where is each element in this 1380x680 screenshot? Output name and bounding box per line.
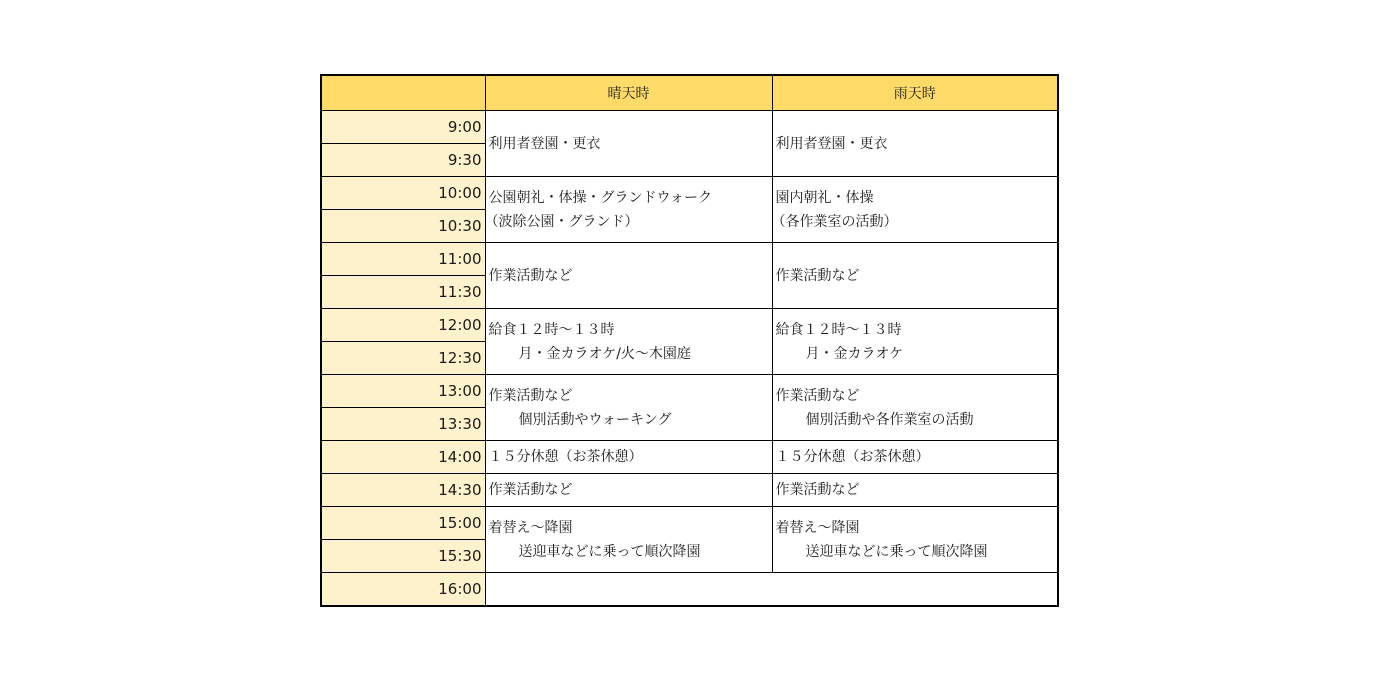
- activity-line: 作業活動など: [775, 387, 860, 404]
- rainy-activity: [772, 507, 1058, 573]
- activity-line: 利用者登園・更衣: [488, 135, 601, 152]
- activity-detail: 送迎車などに乗って順次降園: [805, 543, 988, 560]
- activity-detail: （各作業室の活動）: [771, 213, 898, 230]
- sunny-activity: [485, 309, 772, 375]
- activity-line: 作業活動など: [488, 267, 573, 284]
- time-cell: 10:00: [321, 177, 485, 210]
- table-row: [321, 111, 1058, 144]
- activity-line: １５分休憩（お茶休憩）: [488, 449, 643, 465]
- rainy-activity: [772, 243, 1058, 309]
- sunny-activity: [485, 111, 772, 177]
- activity-detail: 送迎車などに乗って順次降園: [518, 543, 701, 560]
- time-cell: 16:00: [321, 573, 485, 606]
- table-row: [321, 441, 1058, 474]
- activity-detail: 月・金カラオケ: [805, 345, 904, 362]
- activity-detail: 月・金カラオケ/火～木園庭: [518, 345, 691, 362]
- rainy-activity: [772, 309, 1058, 375]
- header-rainy: 雨天時: [772, 75, 1058, 111]
- table-row: [321, 474, 1058, 507]
- sunny-activity: [485, 441, 772, 474]
- sunny-activity: [485, 507, 772, 573]
- time-cell: 13:30: [321, 408, 485, 441]
- activity-line: 着替え～降園: [488, 519, 573, 536]
- table-row: [321, 573, 1058, 606]
- time-cell: 11:00: [321, 243, 485, 276]
- header-sunny: 晴天時: [485, 75, 772, 111]
- table-row: [321, 243, 1058, 276]
- rainy-activity: [772, 474, 1058, 507]
- sunny-activity: [485, 243, 772, 309]
- activity-line: 作業活動など: [775, 482, 860, 498]
- time-cell: 12:00: [321, 309, 485, 342]
- activity-line: 給食１２時～１３時: [775, 321, 902, 338]
- activity-line: 公園朝礼・体操・グランドウォーク: [488, 189, 712, 206]
- time-cell: 13:00: [321, 375, 485, 408]
- rainy-activity: [772, 111, 1058, 177]
- activity-line: 園内朝礼・体操: [775, 189, 874, 206]
- activity-line: 作業活動など: [488, 387, 573, 404]
- time-cell: 15:30: [321, 540, 485, 573]
- header-row: [321, 75, 1058, 111]
- time-cell: 11:30: [321, 276, 485, 309]
- time-cell: 15:00: [321, 507, 485, 540]
- activity-line: 着替え～降園: [775, 519, 860, 536]
- activity-detail: 個別活動やウォーキング: [518, 411, 672, 428]
- activity-line: 作業活動など: [775, 267, 860, 284]
- activity-detail: （波除公園・グランド）: [484, 213, 639, 230]
- time-cell: 10:30: [321, 210, 485, 243]
- rainy-activity: [772, 441, 1058, 474]
- table-row: [321, 507, 1058, 540]
- time-cell: 9:00: [321, 111, 485, 144]
- table-row: [321, 177, 1058, 210]
- activity-line: １５分休憩（お茶休憩）: [775, 449, 930, 465]
- sunny-activity: [485, 375, 772, 441]
- time-cell: 9:30: [321, 144, 485, 177]
- rainy-activity: [772, 375, 1058, 441]
- time-cell: 12:30: [321, 342, 485, 375]
- schedule-table: [320, 74, 1059, 607]
- time-cell: 14:30: [321, 474, 485, 507]
- activity-line: 作業活動など: [488, 482, 573, 498]
- empty-activity: [485, 573, 1058, 606]
- time-cell: 14:00: [321, 441, 485, 474]
- sunny-activity: [485, 177, 772, 243]
- activity-line: 給食１２時～１３時: [488, 321, 615, 338]
- header-time-cell: [321, 75, 485, 111]
- activity-line: 利用者登園・更衣: [775, 135, 888, 152]
- table-row: [321, 309, 1058, 342]
- rainy-activity: [772, 177, 1058, 243]
- sunny-activity: [485, 474, 772, 507]
- table-row: [321, 375, 1058, 408]
- activity-detail: 個別活動や各作業室の活動: [805, 411, 974, 428]
